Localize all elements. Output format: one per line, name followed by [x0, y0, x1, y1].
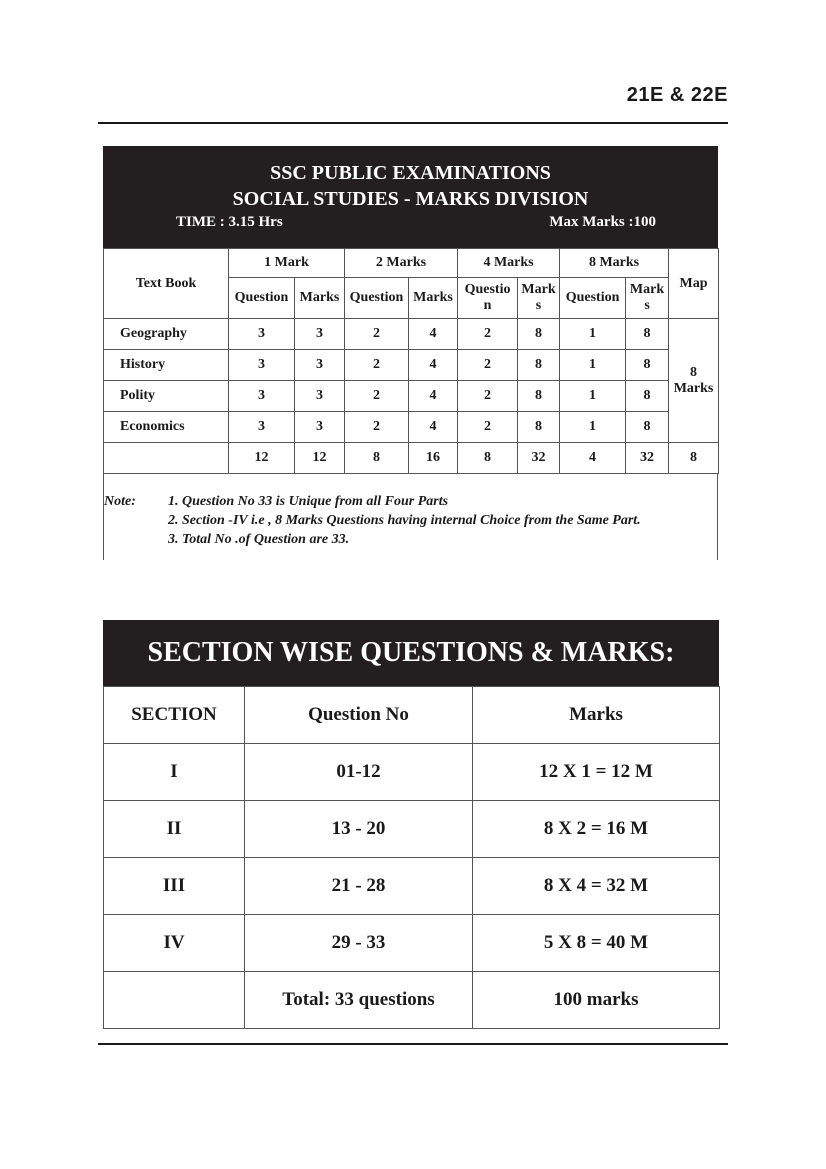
section-wise-title: SECTION WISE QUESTIONS & MARKS:	[103, 620, 719, 686]
subject-cell: Economics	[104, 412, 229, 443]
value-cell: 2	[345, 412, 409, 443]
section-cell: III	[104, 858, 245, 915]
table-row	[104, 915, 720, 972]
value-cell: 2	[458, 319, 518, 350]
table-row	[104, 744, 720, 801]
total-cell: 8	[458, 443, 518, 474]
table-row	[104, 381, 719, 412]
empty-cell	[104, 443, 229, 474]
subject-cell: Geography	[104, 319, 229, 350]
header-question: Question	[229, 278, 295, 319]
value-cell: 1	[560, 350, 626, 381]
table-row	[104, 801, 720, 858]
question-no-cell: 01-12	[245, 744, 473, 801]
value-cell: 8	[518, 412, 560, 443]
table-row	[104, 858, 720, 915]
table-row	[104, 412, 719, 443]
value-cell: 2	[345, 381, 409, 412]
value-cell: 8	[518, 319, 560, 350]
marks-cell: 12 X 1 = 12 M	[473, 744, 720, 801]
value-cell: 2	[458, 350, 518, 381]
header-question: Question	[345, 278, 409, 319]
total-cell: 16	[409, 443, 458, 474]
section-wise-table	[103, 686, 720, 1029]
marks-cell: 8 X 2 = 16 M	[473, 801, 720, 858]
value-cell: 8	[626, 412, 669, 443]
marks-division-block	[103, 146, 718, 560]
header-question-no: Question No	[245, 687, 473, 744]
top-rule	[98, 122, 728, 124]
marks-cell: 8 X 4 = 32 M	[473, 858, 720, 915]
note-item: 3. Total No .of Question are 33.	[168, 532, 350, 547]
value-cell: 8	[518, 350, 560, 381]
table-row	[104, 350, 719, 381]
value-cell: 3	[295, 350, 345, 381]
total-questions-cell: Total: 33 questions	[245, 972, 473, 1029]
value-cell: 4	[409, 412, 458, 443]
value-cell: 3	[229, 350, 295, 381]
header-question-wrapped: Questio n	[458, 278, 518, 319]
subject-cell: History	[104, 350, 229, 381]
total-cell: 32	[518, 443, 560, 474]
marks-division-table	[103, 248, 719, 474]
total-cell: 32	[626, 443, 669, 474]
totals-row	[104, 443, 719, 474]
max-marks: Max Marks :100	[549, 214, 656, 230]
value-cell: 2	[458, 381, 518, 412]
header-marks-wrapped: Mark s	[626, 278, 669, 319]
total-marks-cell: 100 marks	[473, 972, 720, 1029]
header-4-marks: 4 Marks	[458, 249, 560, 278]
marks-cell: 5 X 8 = 40 M	[473, 915, 720, 972]
header-8-marks: 8 Marks	[560, 249, 669, 278]
question-no-cell: 21 - 28	[245, 858, 473, 915]
value-cell: 3	[295, 381, 345, 412]
value-cell: 4	[409, 381, 458, 412]
total-cell: 8	[669, 443, 719, 474]
page-code: 21E & 22E	[626, 84, 728, 106]
header-marks: Marks	[409, 278, 458, 319]
note-item: 2. Section -IV i.e , 8 Marks Questions having internal Choice from the Same Part.	[168, 513, 641, 528]
value-cell: 3	[295, 319, 345, 350]
value-cell: 8	[626, 319, 669, 350]
notes	[103, 474, 718, 560]
value-cell: 2	[345, 350, 409, 381]
note-label: Note:	[104, 494, 136, 509]
bottom-rule	[98, 1043, 728, 1045]
value-cell: 3	[229, 319, 295, 350]
section-cell: II	[104, 801, 245, 858]
value-cell: 4	[409, 350, 458, 381]
header-map: Map	[669, 249, 719, 319]
value-cell: 4	[409, 319, 458, 350]
subject-title: SOCIAL STUDIES - MARKS DIVISION	[232, 188, 589, 210]
header-2-marks: 2 Marks	[345, 249, 458, 278]
total-cell: 12	[295, 443, 345, 474]
value-cell: 3	[229, 412, 295, 443]
total-cell: 8	[345, 443, 409, 474]
question-no-cell: 29 - 33	[245, 915, 473, 972]
subject-cell: Polity	[104, 381, 229, 412]
value-cell: 2	[458, 412, 518, 443]
total-cell: 12	[229, 443, 295, 474]
header-text-book: Text Book	[104, 249, 229, 319]
marks-division-header	[103, 146, 718, 248]
table-row	[104, 319, 719, 350]
header-marks-wrapped: Mark s	[518, 278, 560, 319]
value-cell: 3	[229, 381, 295, 412]
map-marks-cell: 8 Marks	[669, 319, 719, 443]
value-cell: 8	[626, 381, 669, 412]
value-cell: 2	[345, 319, 409, 350]
table-header-row	[104, 687, 720, 744]
header-1-mark: 1 Mark	[229, 249, 345, 278]
value-cell: 1	[560, 319, 626, 350]
totals-row	[104, 972, 720, 1029]
section-wise-block	[103, 620, 719, 1029]
question-no-cell: 13 - 20	[245, 801, 473, 858]
value-cell: 1	[560, 381, 626, 412]
value-cell: 8	[626, 350, 669, 381]
section-cell: I	[104, 744, 245, 801]
value-cell: 3	[295, 412, 345, 443]
exam-title: SSC PUBLIC EXAMINATIONS	[270, 162, 551, 184]
header-question: Question	[560, 278, 626, 319]
header-marks: Marks	[295, 278, 345, 319]
total-cell: 4	[560, 443, 626, 474]
header-section: SECTION	[104, 687, 245, 744]
empty-cell	[104, 972, 245, 1029]
value-cell: 1	[560, 412, 626, 443]
value-cell: 8	[518, 381, 560, 412]
header-marks: Marks	[473, 687, 720, 744]
exam-time: TIME : 3.15 Hrs	[176, 214, 283, 230]
note-item: 1. Question No 33 is Unique from all Four Parts	[168, 494, 449, 509]
section-cell: IV	[104, 915, 245, 972]
